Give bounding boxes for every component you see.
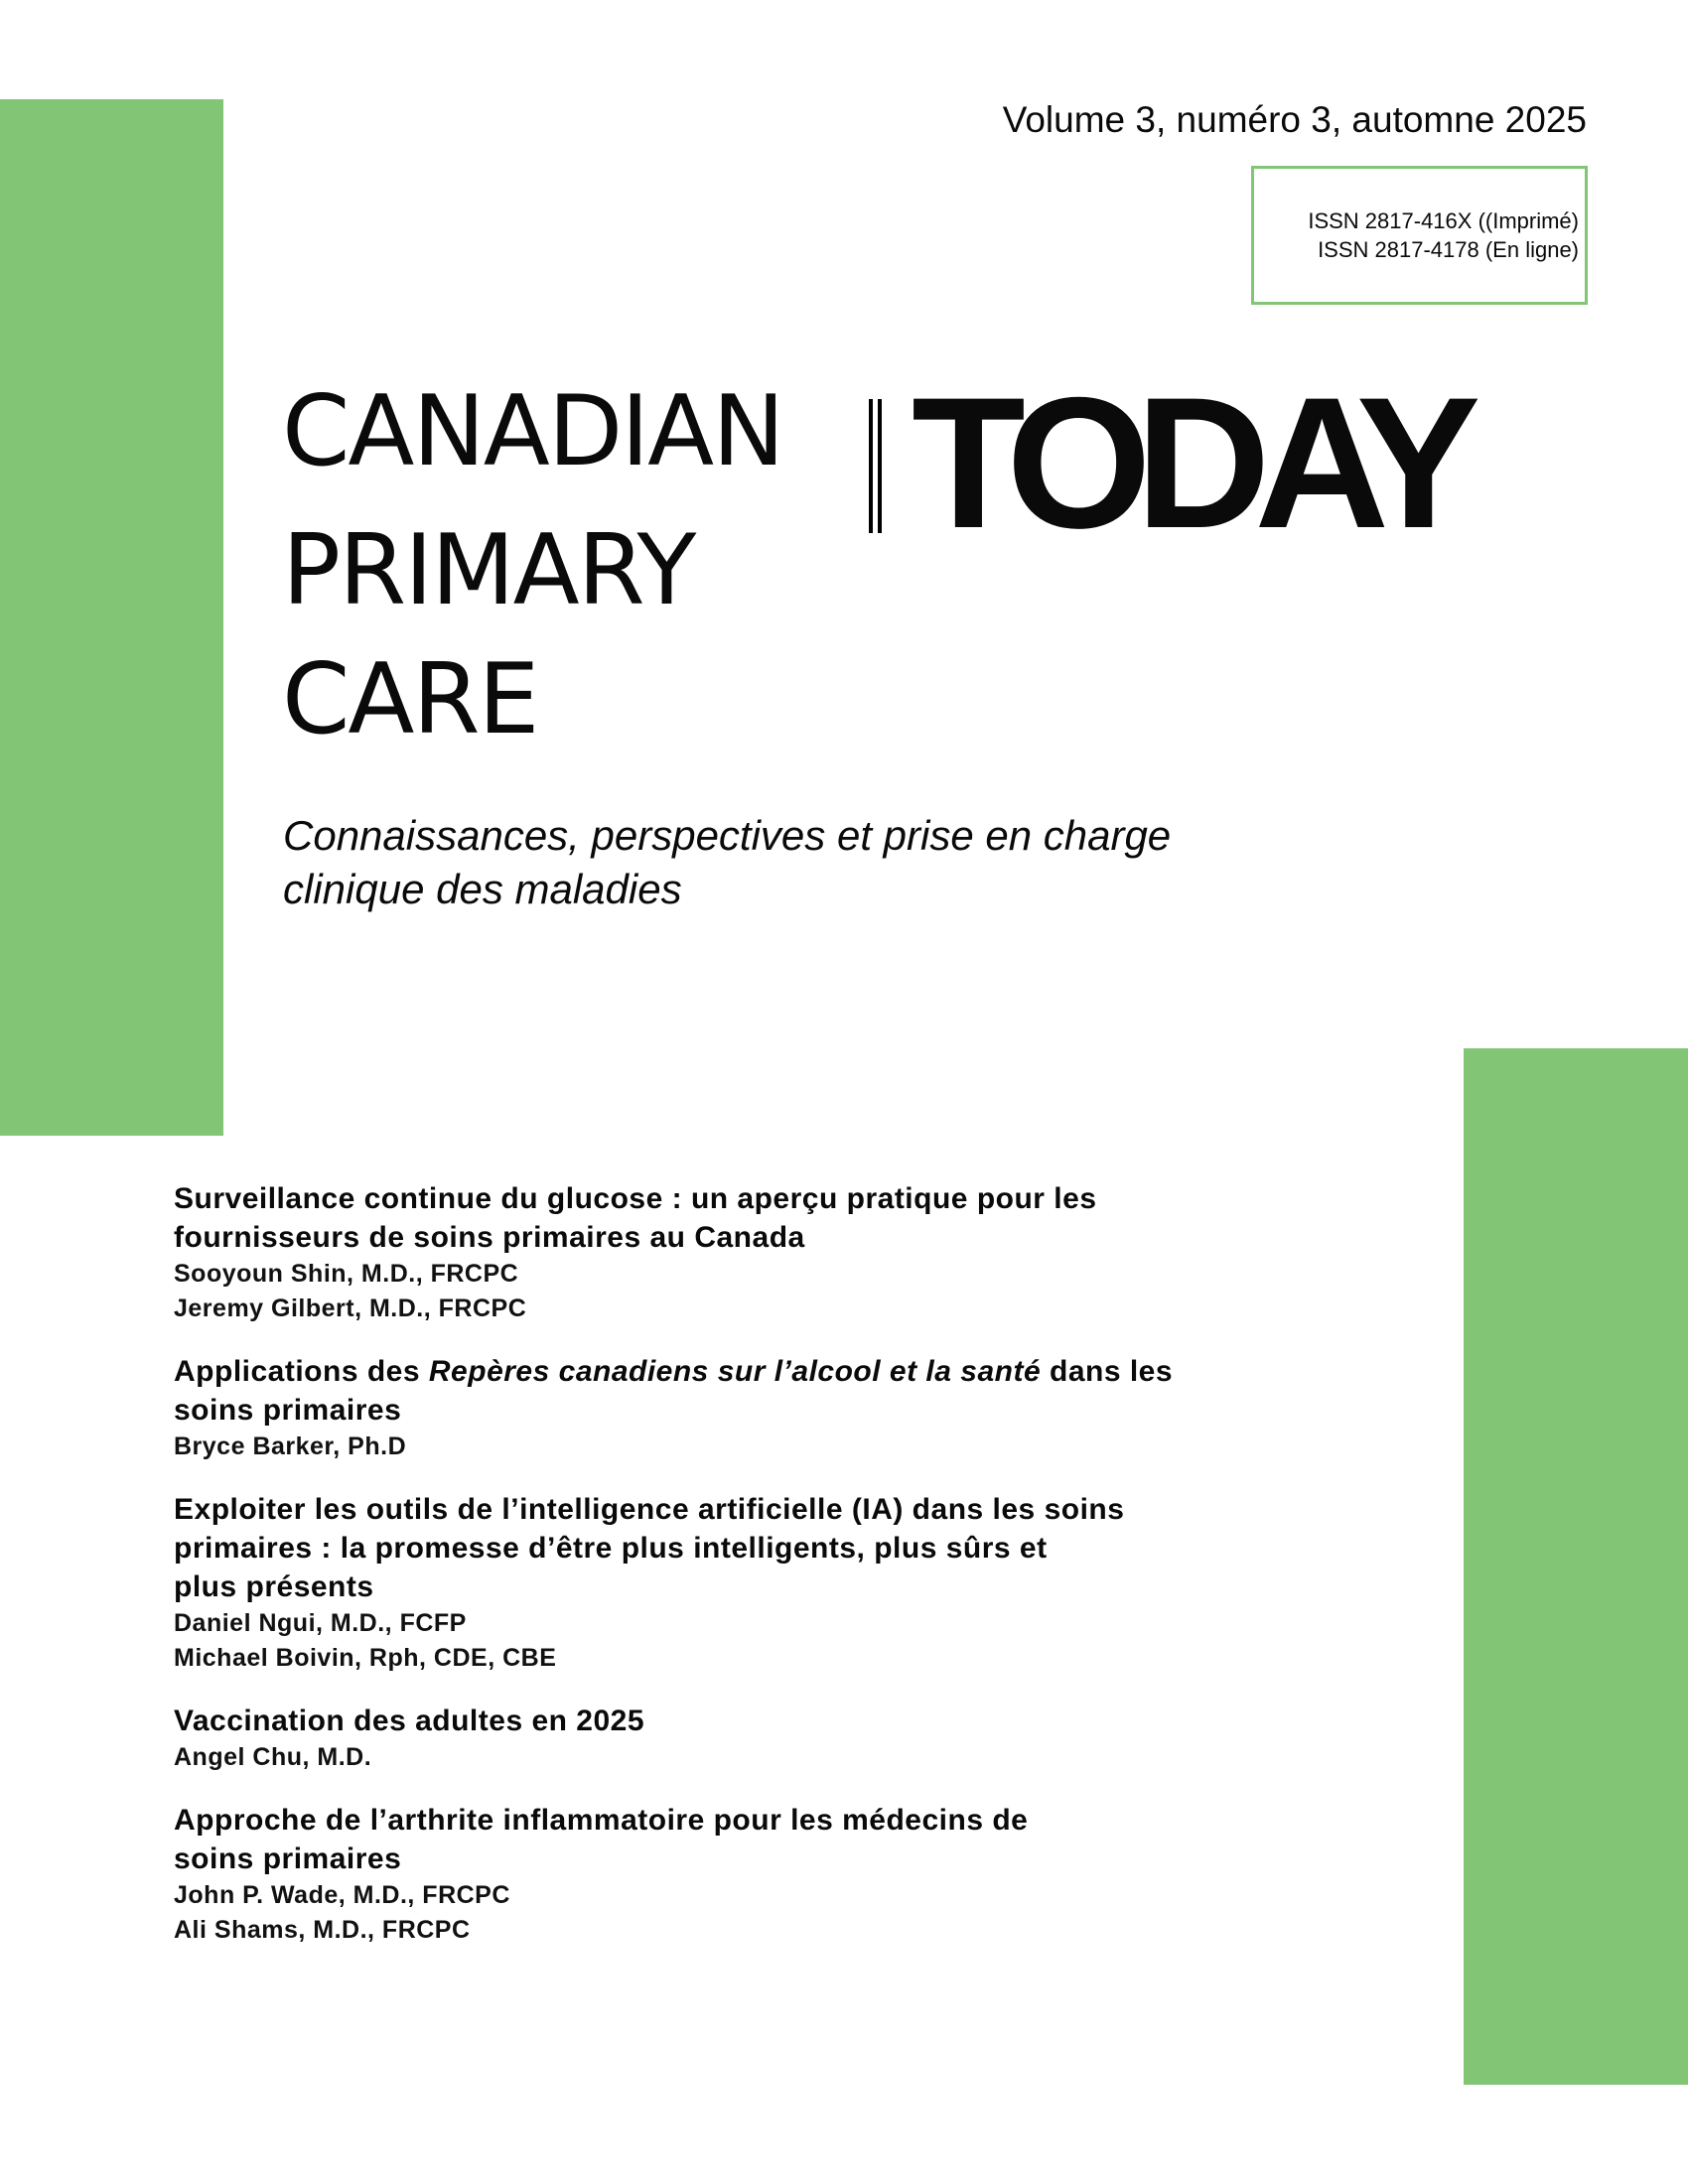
- tagline-line-2: clinique des maladies: [283, 866, 682, 912]
- issn-print: ISSN 2817-416X ((Imprimé): [1308, 208, 1579, 233]
- article-entry[interactable]: [174, 1179, 1425, 1326]
- article-title-line: Approche de l’arthrite inflammatoire pour les médecins de: [174, 1804, 1029, 1837]
- article-title-line: Exploiter les outils de l’intelligence artificielle (IA) dans les soins: [174, 1493, 1125, 1526]
- masthead-double-rule: [869, 399, 883, 533]
- article-author: Ali Shams, M.D., FRCPC: [174, 1916, 471, 1944]
- article-title-line: soins primaires: [174, 1843, 402, 1875]
- article-author: Michael Boivin, Rph, CDE, CBE: [174, 1644, 557, 1672]
- masthead-care: CARE: [282, 643, 538, 756]
- article-title-line: plus présents: [174, 1570, 374, 1603]
- article-title[interactable]: [174, 1352, 1425, 1430]
- article-title-line: soins primaires: [174, 1394, 402, 1427]
- article-author: Sooyoun Shin, M.D., FRCPC: [174, 1260, 519, 1288]
- table-of-contents: [174, 1179, 1425, 1974]
- article-author: Jeremy Gilbert, M.D., FRCPC: [174, 1295, 527, 1322]
- article-title[interactable]: [174, 1179, 1425, 1257]
- masthead-today: TODAY: [912, 358, 1466, 567]
- tagline: [283, 809, 1425, 916]
- issn-online: ISSN 2817-4178 (En ligne): [1318, 237, 1579, 262]
- article-title-line: fournisseurs de soins primaires au Canada: [174, 1221, 805, 1254]
- green-accent-bar-right: [1464, 1048, 1688, 2085]
- issue-volume: Volume 3, numéro 3, automne 2025: [1002, 99, 1587, 140]
- article-author: Daniel Ngui, M.D., FCFP: [174, 1609, 467, 1637]
- article-title[interactable]: [174, 1490, 1425, 1606]
- article-title-line: primaires : la promesse d’être plus intelligents, plus sûrs et: [174, 1532, 1048, 1565]
- title-text: Applications des: [174, 1355, 429, 1388]
- article-title-line: Surveillance continue du glucose : un aperçu pratique pour les: [174, 1182, 1097, 1215]
- tagline-line-1: Connaissances, perspectives et prise en charge: [283, 812, 1172, 859]
- issn-box: [1251, 166, 1588, 305]
- masthead-primary: PRIMARY: [282, 514, 695, 627]
- article-title[interactable]: [174, 1801, 1425, 1878]
- article-author: Bryce Barker, Ph.D: [174, 1433, 407, 1460]
- article-author: John P. Wade, M.D., FRCPC: [174, 1881, 510, 1909]
- masthead-canadian: CANADIAN: [282, 375, 783, 488]
- article-title[interactable]: [174, 1702, 1425, 1740]
- article-title-line: Vaccination des adultes en 2025: [174, 1705, 645, 1737]
- article-entry[interactable]: [174, 1490, 1425, 1676]
- article-entry[interactable]: [174, 1702, 1425, 1775]
- green-accent-bar-left: [0, 99, 223, 1136]
- article-author: Angel Chu, M.D.: [174, 1743, 372, 1771]
- title-text: dans les: [1041, 1355, 1174, 1388]
- article-entry[interactable]: [174, 1352, 1425, 1464]
- article-title-line: [174, 1352, 1425, 1391]
- article-entry[interactable]: [174, 1801, 1425, 1948]
- title-italic-text: Repères canadiens sur l’alcool et la santé: [428, 1355, 1042, 1388]
